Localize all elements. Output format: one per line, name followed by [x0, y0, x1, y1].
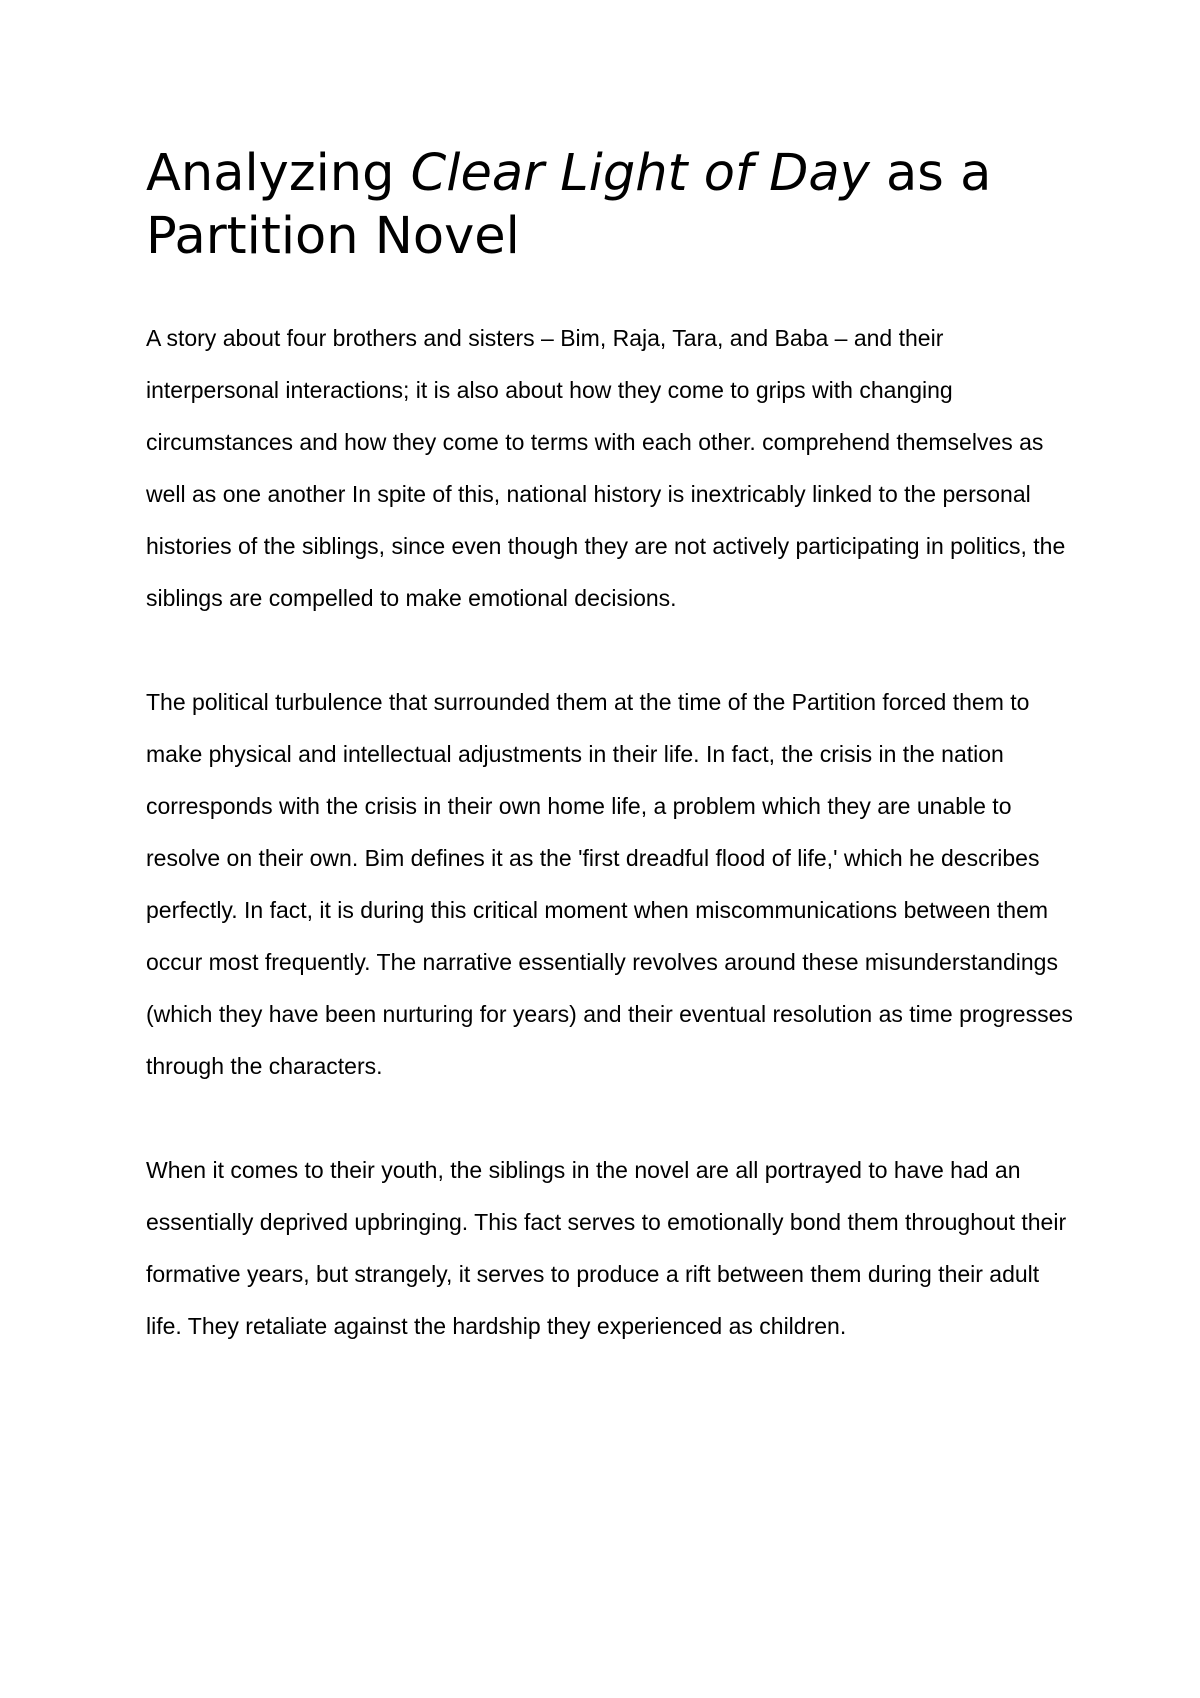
paragraph-3: When it comes to their youth, the siblings in the novel are all portrayed to have had an essentially deprived upbringing. This fact serves to emotionally bond them throughout their formative years, but strangely, it serves to produce a rift between them during their adult life. They retaliate against the hardship they experienced as children.	[146, 1157, 1067, 1339]
title-prefix: Analyzing	[146, 144, 411, 203]
paragraph-2: The political turbulence that surrounded them at the time of the Partition forced them to make physical and intellectual adjustments in their life. In fact, the crisis in the nation corresponds with the crisis in their own home life, a problem which they are unable to resolve on their own. Bim defines it as the 'first dreadful flood of life,' which he describes perfectly. In fact, it is during this critical moment when miscommunications between them occur most frequently. The narrative essentially revolves around these misunderstandings (which they have been nurturing for years) and their eventual resolution as time progresses through the characters.	[146, 689, 1073, 1079]
title-suffix: as a Partition Novel	[146, 144, 992, 266]
paragraph-1: A story about four brothers and sisters – Bim, Raja, Tara, and Baba – and their interpersonal interactions; it is also about how they come to grips with changing circumstances and how they come to terms with each other. comprehend themselves as well as one another In spite of this, national history is inextricably linked to the personal histories of the siblings, since even though they are not actively participating in politics, the siblings are compelled to make emotional decisions.	[146, 325, 1066, 611]
title-book-name: Clear Light of Day	[410, 144, 870, 203]
document-title	[146, 142, 1072, 268]
